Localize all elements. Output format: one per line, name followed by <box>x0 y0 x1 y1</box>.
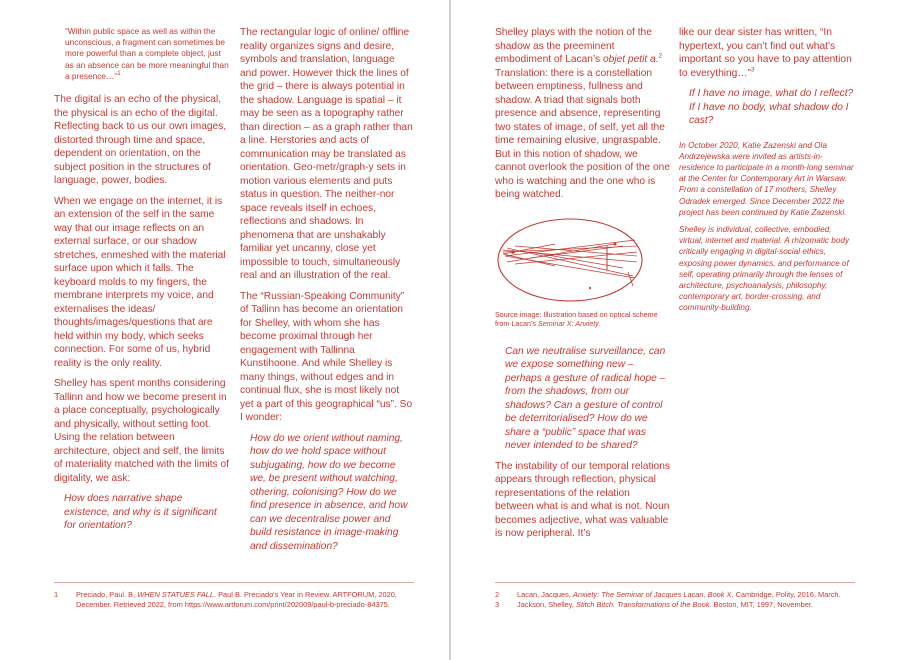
caption-text: Source image: Illustration based on optical scheme from Lacan’s <box>495 309 658 328</box>
right-column-2 <box>679 26 855 320</box>
footnote-text <box>517 590 841 600</box>
footnote-ref-2[interactable]: 2 <box>658 52 663 60</box>
footnote-title: Stitch Bitch. Transformations of the Book <box>576 600 710 609</box>
footnote-details: . Cambridge, Polity, 2016, March. <box>731 590 841 599</box>
footnote-text <box>76 590 416 610</box>
paragraph-part: Shelley plays with the notion of the shadow as the preeminent embodiment of Lacan’s <box>495 27 652 65</box>
footnote-number: 2 <box>495 590 500 599</box>
footnote-details: . Boston, MIT, 1997, November. <box>709 600 813 609</box>
footnote-text <box>517 600 813 610</box>
epigraph <box>54 26 230 82</box>
paragraph: The rectangular logic of online/ offline reality organizes signs and desire, symbols and translation, language and power. However thick the lines of the grid – there is always potential in the shadow. Language is spatial – it may be seen as a topography rather than direction – as a graph rather than a line. Herstories and acts of communication may be translated as orientation. Geo-metr/graph-y sets in motion various elements and puts status in question. The neither-nor space reveals itself in echoes, reflections and shadows. In phenomena that are unshakably familiar yet uncanny, close yet impossible to touch, simultaneously real and an illustration of the real. <box>240 27 413 281</box>
paragraph <box>679 26 855 80</box>
figure-caption <box>495 310 671 329</box>
paragraph: The instability of our temporal relations appears through reflection, physical representations of the relation between what is and what is not. Noun becomes adjective, what was valuable is now peripheral. It’s <box>495 460 670 539</box>
bio-paragraph: In October 2020, Katie Zazenski and Ola Andrzejewska were invited as artists-in-residence to participate in a month-long seminar at the Center for Contemporary Art in Warsaw. From a constellation of 17 mothers, Shelley Odradek emerged. Since December 2022 the project has been continued by Katie Zazenski. <box>679 140 854 217</box>
footnote-divider <box>495 582 855 583</box>
footnote-details: . Paul B. Preciado's Year in Review. ARTFORUM, 2020, December. Retrieved 2022, from https://www.artforum.com/print/202009/paul-b-preciado-84375. <box>76 590 397 609</box>
footnote-number: 3 <box>495 600 500 609</box>
footnote-author: Lacan, Jacques, <box>517 590 573 599</box>
footnote-item <box>495 600 855 610</box>
footnote-ref-3[interactable]: 3 <box>750 66 755 74</box>
question-quote: How do we orient without naming, how do we hold space without subjugating, how do we become we, be present without watching, othering, colonising? How do we find presence in absence, and how can we decentralise power and build resistance in image-making and dissemination? <box>250 432 408 552</box>
bio-paragraph: Shelley is individual, collective, embodied, virtual, internet and material. A rhizomatic body critically engaging in digital-social ethics, exposing power dynamics, and performance of self, operating primarily through the lenses of architecture, psychoanalysis, philosophy, contemporary art, border-crossing, and community-building. <box>679 224 850 313</box>
paragraph-part: Translation: there is a constellation between emptiness, fullness and shadow. A triad that signals both presence and absence, representing two states of image, of self, yet all the time remaining elusive, ungraspable. But in this notion of shadow, we cannot overlook the position of the one who is watching and the one who is being watched. <box>495 67 671 200</box>
paragraph: The “Russian-Speaking Community” of Tallinn has become an orientation for Shelley, with whom she has become proximal through her engagement with Tallinna Kunstihoone. And while Shelley is many things, without edges and in continual flux, she is most likely not yet a part of this geographical “us”. So I wonder: <box>240 290 413 423</box>
footnote-item <box>495 590 855 600</box>
epigraph-text: “Within public space as well as within the unconscious, a fragment can sometimes be more powerful than a complete object, just as an absence can be more meaningful than a presence…” <box>65 26 229 81</box>
footnote-ref-1[interactable]: 1 <box>117 70 121 78</box>
footnotes <box>495 590 855 610</box>
footnote-author: Preciado, Paul. B, <box>76 590 138 599</box>
footnote-title: WHEN STATUES FALL <box>137 590 215 599</box>
caption-end: . <box>598 319 601 328</box>
question-quote: If I have no image, what do I reflect? If I have no body, what shadow do I cast? <box>689 88 854 126</box>
paragraph <box>495 26 671 202</box>
question-quote: Can we neutralise surveillance, can we expose something new – perhaps a gesture of radical hope – from the shadows, from our shadows? Can a gesture of control be deterritorialised? How do we share a “public” space that was never intended to be shared? <box>505 345 666 451</box>
right-page <box>451 0 901 660</box>
right-column-1 <box>495 26 671 548</box>
optical-scheme-diagram-icon <box>495 216 645 304</box>
caption-title: Seminar X: Anxiety <box>538 319 599 328</box>
paragraph-part: . <box>655 54 659 65</box>
question-quote: How does narrative shape existence, and why is it significant for orientation? <box>64 493 217 532</box>
left-page <box>0 0 449 660</box>
paragraph: The digital is an echo of the physical, the physical is an echo of the digital. Reflecting back to us our own images, distorted through time and space, dependent on orientation, on the subject position in the structures of language, power, bodies. <box>54 94 227 187</box>
paragraph: Shelley has spent months considering Tallinn and how we become present in a place conceptually, psychologically and physically, without setting foot. Using the relation between architecture, object and self, the limits of materiality matched with the limits of digitality, we ask: <box>54 378 229 484</box>
footnote-author: Jackson, Shelley, <box>517 600 577 609</box>
footnote-number: 1 <box>54 590 59 599</box>
footnotes <box>54 590 416 610</box>
optical-scheme-figure <box>495 216 671 329</box>
footnote-divider <box>54 582 414 583</box>
artist-bio <box>679 140 855 314</box>
left-column-2 <box>240 26 414 560</box>
paragraph-italic: objet petit a <box>602 54 656 65</box>
paragraph-part: like our dear sister has written, “In hypertext, you can’t find out what’s important so you have to pay attention to everything…” <box>679 27 852 79</box>
footnote-title: Anxiety: The Seminar of Jacques Lacan, Book X <box>572 590 732 599</box>
footnote-item <box>54 590 416 610</box>
left-column-1 <box>54 26 230 540</box>
paragraph: When we engage on the internet, it is an extension of the self in the same way that our image reflects on an external surface, or our shadow stretches, enmeshed with the material surface upon which it falls. The keyboard molds to my fingers, the membrane interprets my voice, and externalises the ideas/ thoughts/images/questions that are held within my body, which seeks connection. For some of us, hybrid reality is the only reality. <box>54 195 226 369</box>
